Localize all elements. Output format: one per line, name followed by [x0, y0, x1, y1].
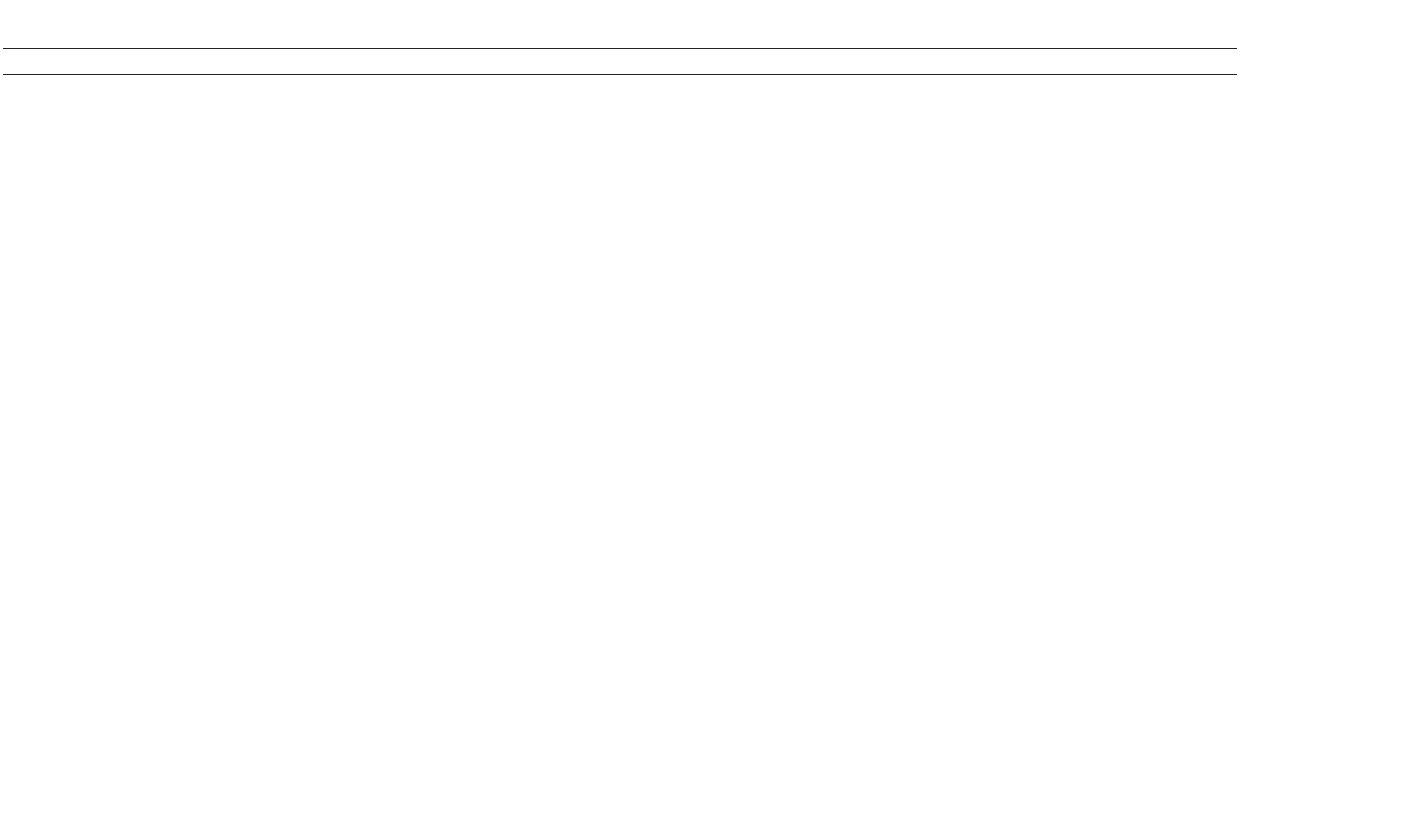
header-receptor-type [268, 49, 438, 75]
header-mechanisms [438, 49, 768, 75]
receptor-families-table [3, 48, 1237, 75]
header-organisms [1108, 49, 1237, 75]
header-receptors [3, 49, 268, 75]
table-header-row [3, 49, 1237, 75]
header-ligands [768, 49, 1108, 75]
